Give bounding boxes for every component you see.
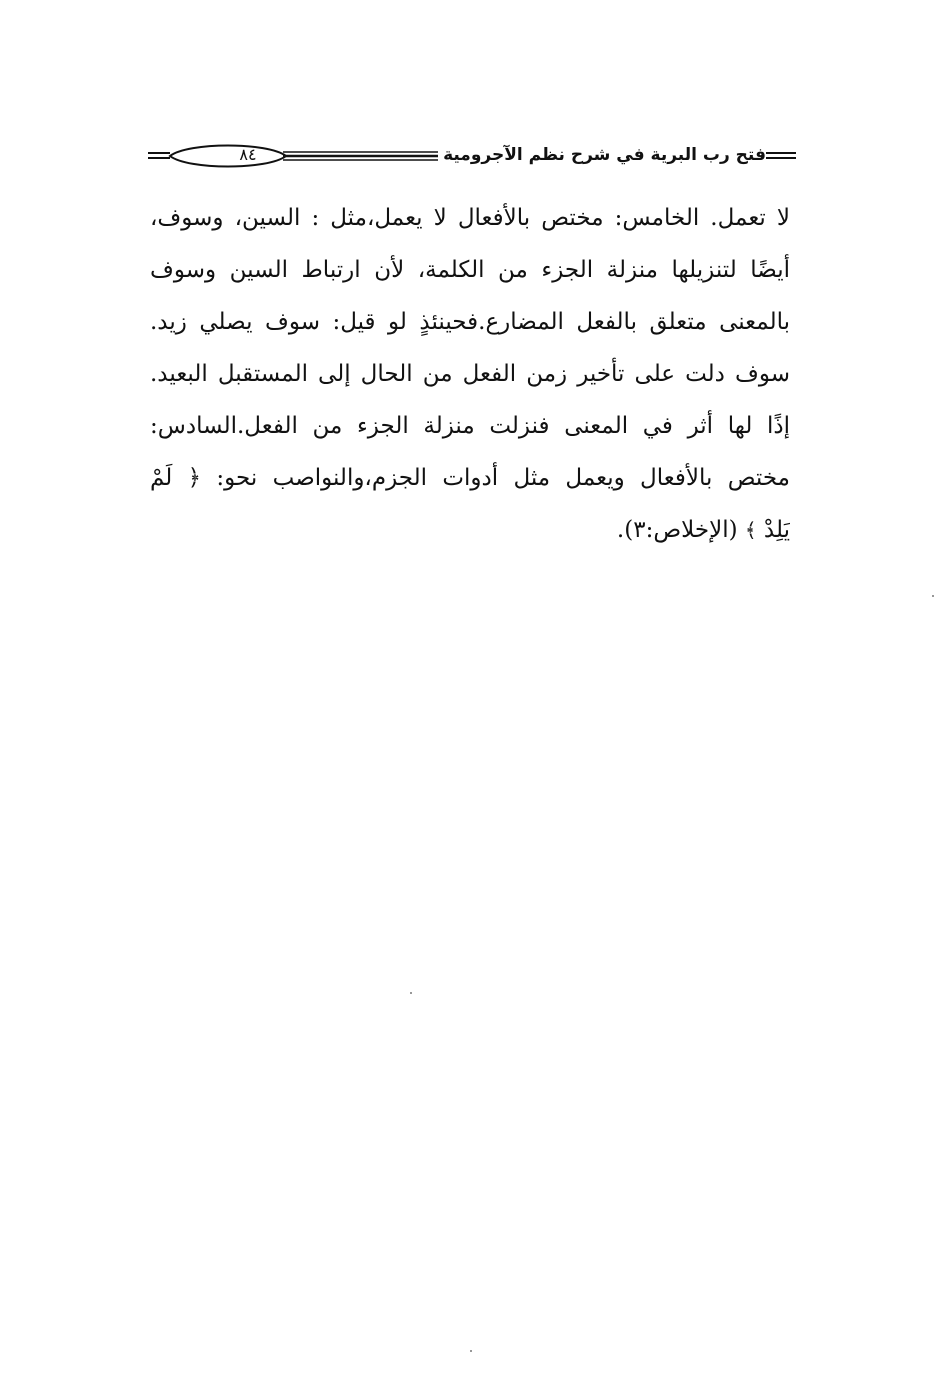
header-title: فتح رب البرية في شرح نظم الآجرومية: [443, 145, 766, 165]
running-header: [148, 140, 796, 174]
body-line-4: سوف دلت على تأخير زمن الفعل من الحال إلى المستقبل البعيد.: [150, 361, 790, 387]
body-line-3: بالمعنى متعلق بالفعل المضارع.فحينئذٍ لو قيل: سوف يصلي زيد.: [150, 309, 790, 335]
quran-bracket-close: ﴾: [744, 518, 757, 542]
body-line-5: إذًا لها أثر في المعنى فنزلت منزلة الجزء من الفعل.السادس:: [150, 413, 790, 439]
quran-verse-text: يَلِدْ: [763, 517, 790, 543]
body-text: [150, 192, 790, 556]
scan-speck: [470, 1350, 472, 1352]
body-line-1: لا تعمل. الخامس: مختص بالأفعال لا يعمل،مثل : السين، وسوف،: [150, 205, 790, 231]
verse-reference: (الإخلاص:٣).: [616, 517, 738, 543]
body-line-6: مختص بالأفعال ويعمل مثل أدوات الجزم،والنواصب نحو: ﴿ لَمْ: [150, 465, 790, 491]
scan-speck: [932, 595, 934, 597]
scan-speck: [410, 992, 412, 994]
page-number: ٨٤: [239, 145, 257, 164]
body-line-7: [150, 504, 790, 556]
body-line-2: أيضًا لتنزيلها منزلة الجزء من الكلمة، لأن ارتباط السين وسوف: [150, 257, 790, 283]
